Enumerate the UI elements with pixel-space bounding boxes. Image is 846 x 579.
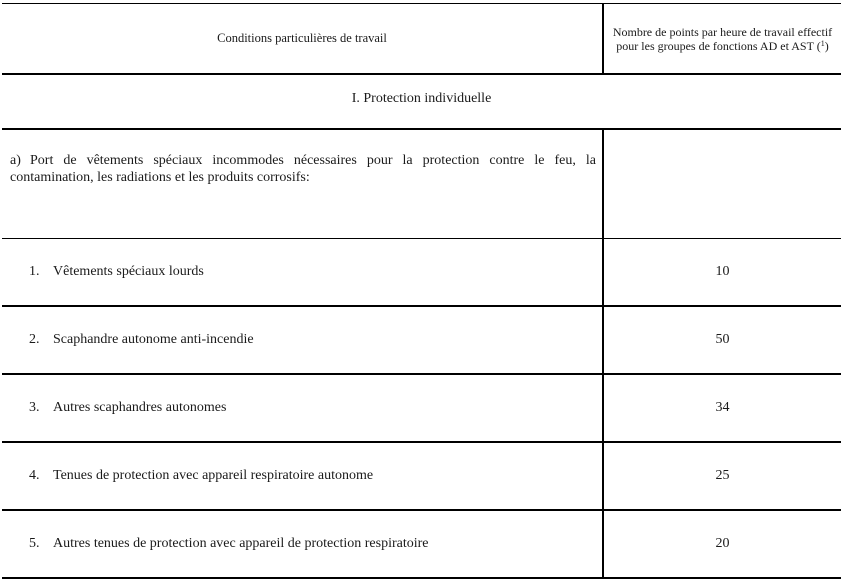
item-points: 20 xyxy=(603,510,841,578)
table-row xyxy=(2,239,841,307)
intro-points-empty xyxy=(603,129,841,239)
table-header-row xyxy=(2,4,841,75)
section-row xyxy=(2,74,841,129)
item-number: 3. xyxy=(29,400,40,415)
item-label-cell xyxy=(2,239,603,307)
header-conditions: Conditions particulières de travail xyxy=(2,4,603,75)
item-label: Scaphandre autonome anti-incendie xyxy=(53,332,254,347)
item-number: 2. xyxy=(29,332,40,347)
item-points: 10 xyxy=(603,239,841,307)
item-points: 25 xyxy=(603,442,841,510)
item-label-cell xyxy=(2,306,603,374)
footnote-marker: 1 xyxy=(820,38,825,48)
item-number: 1. xyxy=(29,264,40,279)
table-row xyxy=(2,306,841,374)
section-title: I. Protection individuelle xyxy=(2,74,841,129)
item-label-cell xyxy=(2,442,603,510)
header-points-close: ) xyxy=(824,38,829,53)
item-points: 50 xyxy=(603,306,841,374)
table-row xyxy=(2,442,841,510)
item-points: 34 xyxy=(603,374,841,442)
intro-text: Port de vêtements spéciaux incommodes nécessaires pour la protection contre le feu, la contamination, les radiations et les produits corrosifs: xyxy=(10,153,596,185)
table-row xyxy=(2,510,841,578)
item-number: 4. xyxy=(29,468,40,483)
item-number: 5. xyxy=(29,536,40,551)
working-conditions-table xyxy=(2,3,841,579)
intro-row xyxy=(2,129,841,239)
header-points-text: Nombre de points par heure de travail effectif pour les groupes de fonctions AD et AST ( xyxy=(612,24,833,53)
item-label: Tenues de protection avec appareil respiratoire autonome xyxy=(53,468,374,483)
intro-letter: a) xyxy=(10,153,21,168)
item-label: Autres scaphandres autonomes xyxy=(53,400,227,415)
item-label: Vêtements spéciaux lourds xyxy=(53,264,204,279)
item-label-cell xyxy=(2,374,603,442)
table-row xyxy=(2,374,841,442)
item-label: Autres tenues de protection avec appareil de protection respiratoire xyxy=(53,536,429,551)
intro-cell xyxy=(2,129,603,239)
header-points xyxy=(603,4,841,75)
item-label-cell xyxy=(2,510,603,578)
